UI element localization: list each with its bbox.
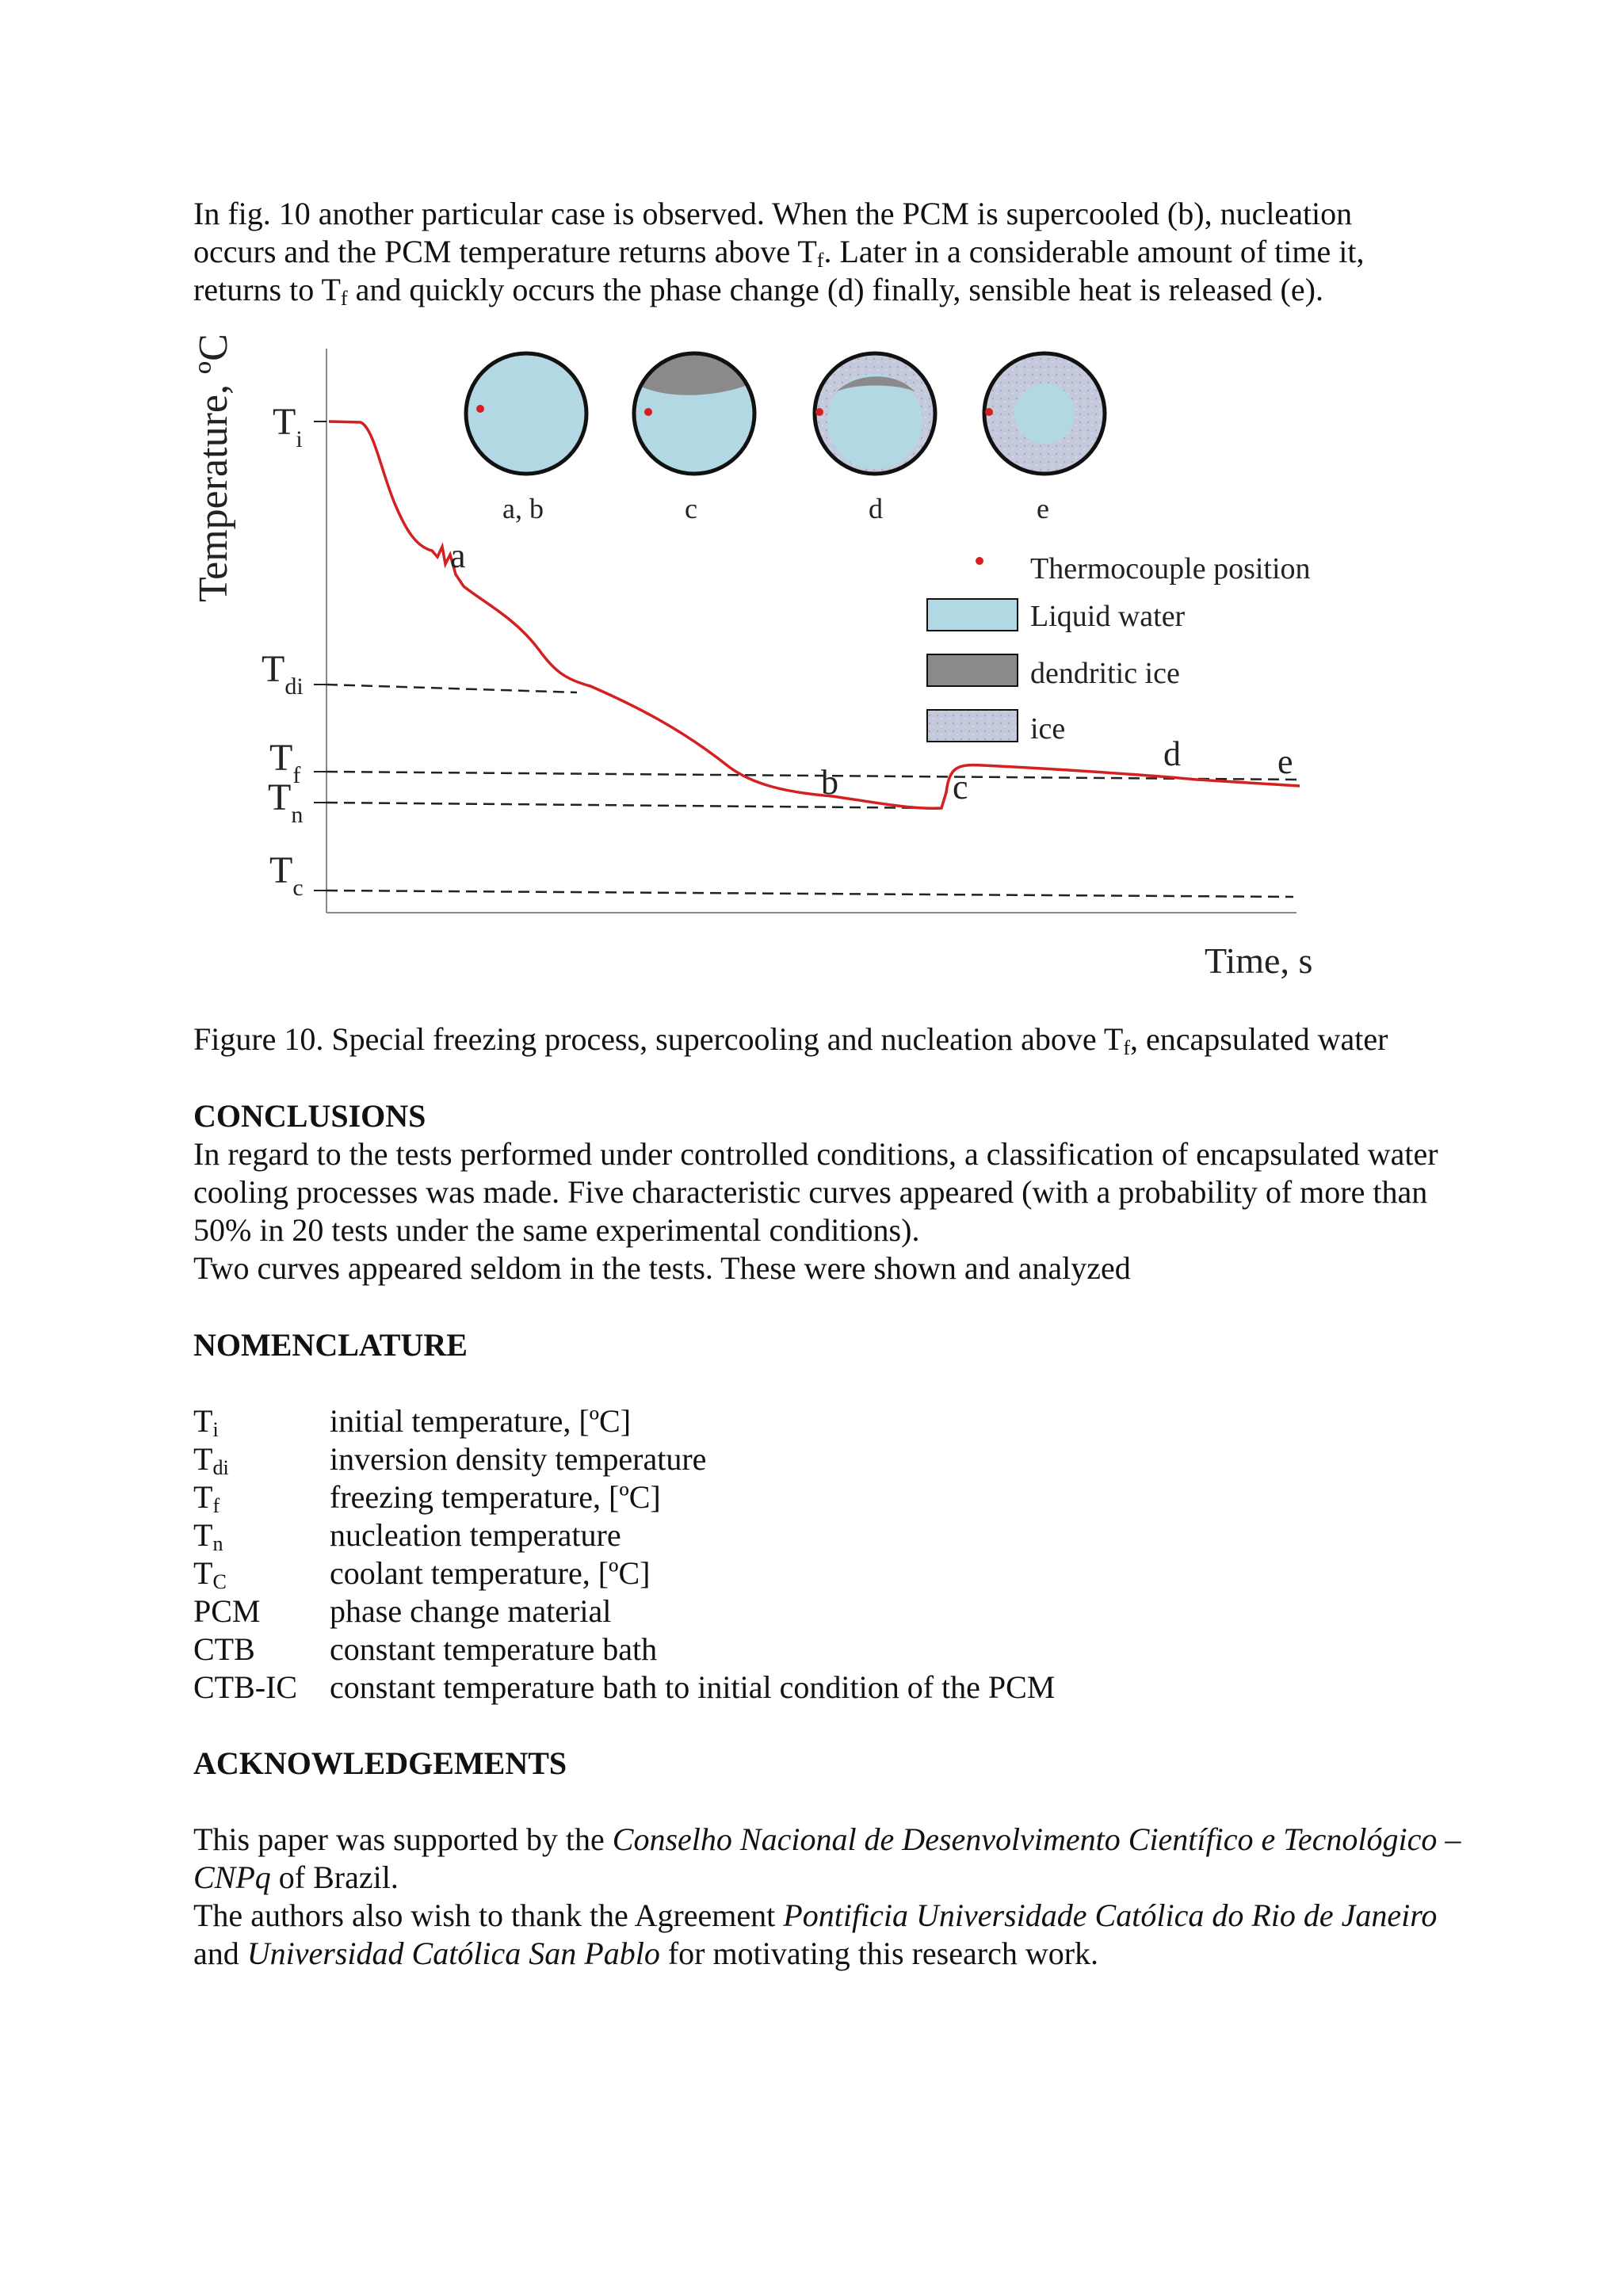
tn-line bbox=[327, 803, 941, 808]
list-item: $T_i$ initial temperature, [ºC] bbox=[193, 1403, 632, 1441]
list-item: PCM phase change material bbox=[193, 1593, 612, 1629]
acknowledgements-paragraph-1: This paper was supported by the Conselho Nacional de Desenvolvimento Científico e Tecnológico – CNPq of Brazil. bbox=[193, 1821, 1461, 1895]
legend-ice-swatch bbox=[927, 710, 1018, 742]
legend-dendritic-label: dendritic ice bbox=[1030, 657, 1180, 690]
curve-label-b: b bbox=[821, 763, 838, 802]
legend bbox=[927, 552, 1311, 746]
intro-paragraph: In fig. 10 another particular case is observed. When the PCM is supercooled (b), nucleation occurs and the PCM temperature returns above $T_f$. Later in a considerable amount of time it, returns to $T_f$ and quickly occurs the phase change (d) finally, sensible heat is released (e). bbox=[193, 196, 1365, 310]
capsule-label-e: e bbox=[1037, 493, 1049, 524]
tc-line bbox=[327, 891, 1293, 897]
curve-label-a: a bbox=[450, 536, 466, 575]
list-item: $T_n$ nucleation temperature bbox=[193, 1517, 621, 1555]
acknowledgements-body bbox=[193, 1821, 1461, 1973]
level-tc-label: $T_c$ bbox=[269, 849, 304, 901]
curve-label-d: d bbox=[1163, 734, 1181, 773]
nomenclature-list bbox=[193, 1402, 1055, 1707]
nomenclature-heading: NOMENCLATURE bbox=[193, 1327, 468, 1363]
thermocouple-dot bbox=[644, 408, 652, 416]
reference-lines bbox=[327, 685, 1300, 897]
list-item: $T_C$ coolant temperature, [ºC] bbox=[193, 1555, 651, 1593]
list-item: CTB constant temperature bath bbox=[193, 1631, 658, 1667]
level-ti-label: $T_i$ bbox=[273, 401, 303, 452]
capsule-label-ab: a, b bbox=[502, 493, 544, 524]
figure-10 bbox=[0, 317, 1623, 1014]
acknowledgements-heading: ACKNOWLEDGEMENTS bbox=[193, 1745, 567, 1781]
acknowledgements-paragraph-2: The authors also wish to thank the Agreement Pontificia Universidade Católica do Rio de Janeiro and Universidad Católica San Pablo for motivating this research work. bbox=[193, 1897, 1438, 1971]
legend-ice-label: ice bbox=[1030, 712, 1066, 746]
thermocouple-dot bbox=[985, 408, 993, 416]
legend-dendritic-swatch bbox=[927, 654, 1018, 686]
tdi-line bbox=[327, 685, 577, 692]
capsule-label-c: c bbox=[685, 493, 697, 524]
conclusions-heading: CONCLUSIONS bbox=[193, 1098, 426, 1134]
thermocouple-dot bbox=[815, 408, 823, 416]
capsule-label-d: d bbox=[869, 493, 883, 524]
conclusions-paragraph-1: In regard to the tests performed under controlled conditions, a classification of encapsulated water cooling processes was made. Five characteristic curves appeared (with a probability of more than 50% in 20 tests under the same experimental conditions). bbox=[193, 1136, 1438, 1248]
capsule-e bbox=[984, 353, 1105, 474]
capsule-ab bbox=[466, 353, 586, 474]
conclusions-body bbox=[193, 1135, 1461, 1287]
capsule-d bbox=[815, 353, 935, 474]
thermocouple-dot bbox=[476, 405, 484, 413]
level-tn-label: $T_n$ bbox=[268, 776, 304, 828]
legend-thermocouple-marker bbox=[976, 557, 983, 565]
list-item: CTB-IC constant temperature bath to initial condition of the PCM bbox=[193, 1669, 1056, 1705]
legend-liquid-swatch bbox=[927, 599, 1018, 631]
curve-label-e: e bbox=[1277, 742, 1293, 781]
conclusions-paragraph-2: Two curves appeared seldom in the tests. These were shown and analyzed bbox=[193, 1250, 1131, 1286]
x-axis-label: Time, s bbox=[1205, 940, 1313, 981]
curve-label-c: c bbox=[953, 768, 968, 807]
legend-liquid-label: Liquid water bbox=[1030, 600, 1186, 633]
level-tf-label: $T_f$ bbox=[269, 737, 301, 788]
figure-caption: Figure 10. Special freezing process, supercooling and nucleation above $T_f$, encapsulated water bbox=[193, 1021, 1388, 1059]
list-item: $T_{di}$ inversion density temperature bbox=[193, 1441, 707, 1479]
list-item: $T_f$ freezing temperature, [ºC] bbox=[193, 1479, 661, 1517]
level-tdi-label: $T_{di}$ bbox=[262, 648, 304, 700]
legend-thermocouple-label: Thermocouple position bbox=[1030, 552, 1311, 585]
capsule-c bbox=[626, 349, 762, 474]
y-axis-label: Temperature, ºC bbox=[191, 334, 236, 602]
